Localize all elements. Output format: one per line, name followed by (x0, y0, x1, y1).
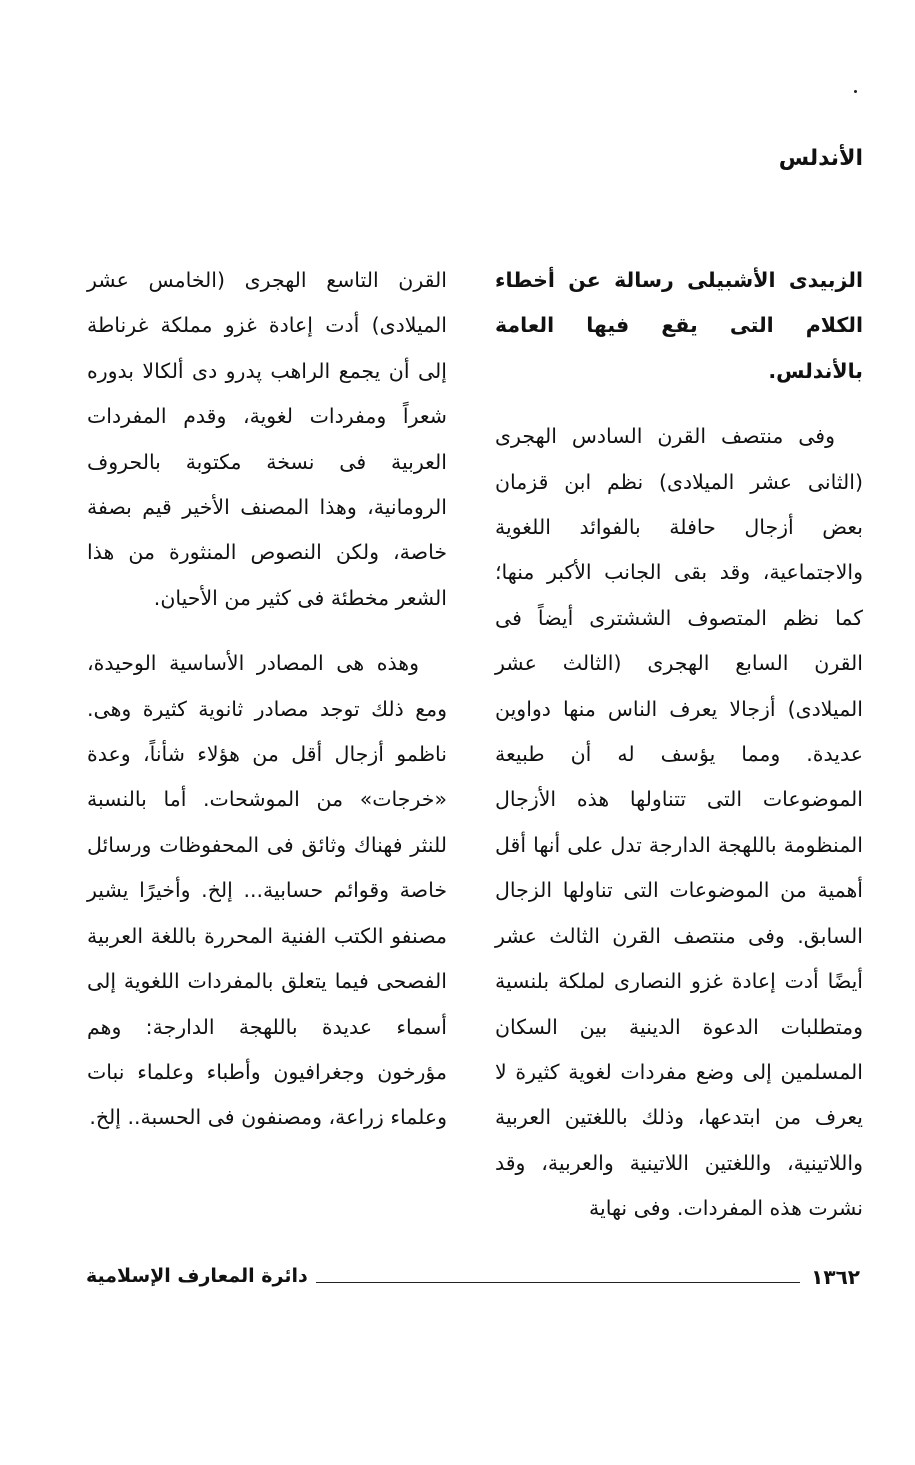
paragraph-left-2: وهذه هى المصادر الأساسية الوحيدة، ومع ذلك توجد مصادر ثانوية كثيرة وهى. ناظمو أزجال أقل من هؤلاء شأناً، وعدة «خرجات» من الموشحات. أما بالنسبة للنثر فهناك وثائق فى المحفوظات ورسائل خاصة وقوائم حسابية... إلخ. وأخيرًا يشير مصنفو الكتب الفنية المحررة باللغة العربية الفصحى فيما يتعلق بالمفردات اللغوية إلى أسماء عديدة باللهجة الدارجة: وهم مؤرخون وجغرافيون وأطباء وعلماء نبات وعلماء زراعة، ومصنفون فى الحسبة.. إلخ. (87, 651, 447, 1130)
footer-source-title: دائرة المعارف الإسلامية (86, 1265, 308, 1287)
text-column-left (87, 258, 447, 1141)
page-header-title: الأندلس (778, 146, 863, 171)
speck-mark (854, 90, 857, 93)
text-column-right (495, 258, 863, 1232)
paragraph-right-1: الزبيدى الأشبيلى رسالة عن أخطاء الكلام التى يقع فيها العامة بالأندلس. (495, 268, 863, 383)
page-number: ١٣٦٢ (811, 1265, 860, 1289)
footer-divider (316, 1282, 800, 1283)
paragraph-right-2: وفى منتصف القرن السادس الهجرى (الثانى عشر الميلادى) نظم ابن قزمان بعض أزجال حافلة بالفوائد اللغوية والاجتماعية، وقد بقى الجانب الأكبر منها؛ كما نظم المتصوف الششترى أيضاً فى القرن السابع الهجرى (الثالث عشر الميلادى) أزجالا يعرف الناس منها دواوين عديدة. ومما يؤسف له أن طبيعة الموضوعات التى تتناولها هذه الأزجال المنظومة باللهجة الدارجة تدل على أنها أقل أهمية من الموضوعات التى تناولها الزجال السابق. وفى منتصف القرن الثالث عشر أيضًا أدت إعادة غزو النصارى لملكة بلنسية ومتطلبات الدعوة الدينية بين السكان المسلمين إلى وضع مفردات لغوية كثيرة لا يعرف من ابتدعها، وذلك باللغتين العربية واللاتينية، واللغتين اللاتينية والعربية، وقد نشرت هذه المفردات. وفى نهاية (495, 424, 863, 1221)
page-footer (86, 1265, 860, 1301)
paragraph-left-1: القرن التاسع الهجرى (الخامس عشر الميلادى) أدت إعادة غزو مملكة غرناطة إلى أن يجمع الراهب پدرو دى ألكالا بدوره شعراً ومفردات لغوية، وقدم المفردات العربية فى نسخة مكتوبة بالحروف الرومانية، وهذا المصنف الأخير قيم بصفة خاصة، ولكن النصوص المنثورة من هذا الشعر مخطئة فى كثير من الأحيان. (87, 268, 447, 610)
